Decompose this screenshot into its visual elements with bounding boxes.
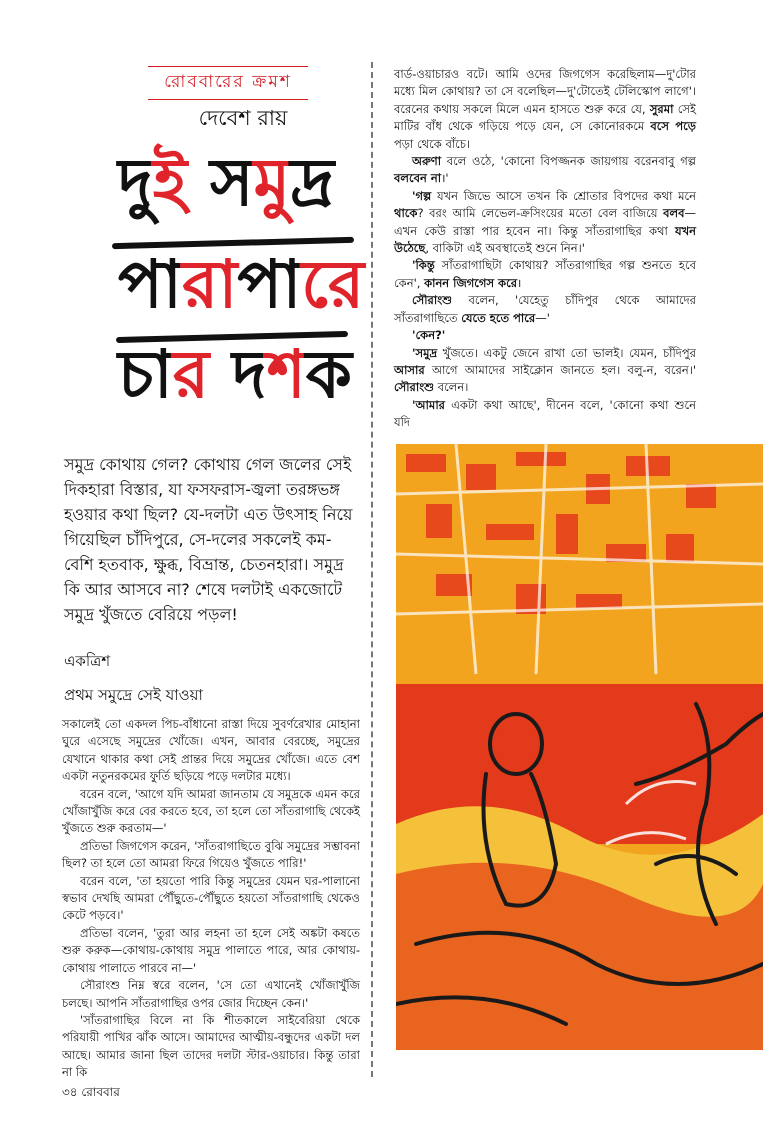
title-part-accent: র [172,336,210,413]
left-column-text [62,716,360,1082]
text-run: খুঁজতে। একটু জেনে রাখা তো ভালই। যেমন, চাঁদিপুর [437,345,696,360]
title-part: দ্র [290,144,335,221]
text-run: —' [535,310,550,325]
title-line-3 [118,336,352,413]
paragraph [394,153,696,188]
bold-run: যেতে হতে পারে [461,310,536,325]
bold-run: 'কেন?' [412,328,446,343]
title-part: চা [118,336,173,413]
bold-run: কানন জিগগেস করে [424,275,518,290]
right-column-text [394,66,696,432]
text-run: ।' [441,171,449,186]
bold-run: 'আমার [412,397,445,412]
paragraph: প্রতিভা বলেন, 'তুরা আর লহনা তা হলে সেই অঙ্কটা কষতে শুরু করুক—কোথায়-কোথায় সমুদ্র পালাতে পারে, আর কোথায়-কোথায় পালাতে পারবে না—' [62,925,360,975]
paragraph [394,327,696,344]
title-line-1 [118,144,335,221]
text-run: সাঁতরাগাছিটা কোথায়? সাঁতরাগাছির গল্প শুনতে হবে কেন', [394,258,696,290]
series-label: রোববারের ক্রমশ [148,66,308,100]
bold-run: বসে পড়ে [650,119,696,134]
paragraph [394,66,696,153]
column-divider [371,62,373,1077]
bold-run: আসার [394,362,425,377]
title-part: স [187,144,254,221]
title-part: পা [118,246,182,323]
bold-run: সৌরাংশু [412,293,453,308]
text-run: বলে ওঠে, 'কোনো বিপজ্জনক জায়গায় বরেনবাবু গল্প [441,154,696,169]
paragraph [394,397,696,432]
text-run: । [517,275,522,290]
title-part: ক [305,336,352,413]
text-run: যখন জিভে আসে তখন কি শ্রোতার বিপদের কথা মনে [431,188,696,203]
paragraph [394,292,696,327]
chapter-heading: প্রথম সমুদ্রে সেই যাওয়া [64,686,203,704]
bold-run: সৌরাংশু [394,380,435,395]
text-run: ? বরং আমি লেভেল-ক্রসিংয়ের মতো বেল বাজিয়ে [417,206,664,221]
bold-run: 'সমুদ্র [412,345,438,360]
text-run: সেই মাটির বাঁধ থেকে গড়িয়ে পড়ে যেন, সে কোনোরকমে [394,101,696,134]
bold-run: 'গল্প [412,188,432,203]
bold-run: 'কিন্তু [412,258,435,273]
page-footer: ৩৪ রোববার [62,1085,120,1099]
title-part: দ [209,336,267,413]
text-run: , বাকিটা এই অবস্থাতেই শুনে নিন।' [425,241,585,256]
author-name: দেবেশ রায় [198,106,288,130]
paragraph: সৌরাংশু নিম্ন স্বরে বলেন, 'সে তো এখানেই খোঁজাখুঁজি চলছে। আপনি সাঁতরাগাছির ওপর জোর দিচ্ছেন কেন।' [62,978,360,1010]
title-line-2 [118,246,365,323]
title-part-accent: শ [266,336,306,413]
painting-illustration [396,444,763,1050]
paragraph [394,257,696,292]
title-part: দু [118,144,153,221]
chapter-number: একত্রিশ [64,652,111,670]
paragraph: 'সাঁতরাগাছির বিলে না কি শীতকালে সাইবেরিয়া থেকে পরিযায়ী পাখির ঝাঁক আসে। আমাদের আত্মীয়-বন্ধুদের একটা দল আছে। আমার জানা ছিল তাদের দলটা স্টার-ওয়াচার। কিন্তু তারা না কি [62,1012,360,1080]
text-run: একটা কথা আছে', দীনেন বলে, 'কোনো কথা শুনে যদি [394,397,696,430]
bold-run: সুরমা [649,101,674,116]
bold-run: যখন উঠেছে [394,223,696,256]
bold-run: থাকে [394,206,418,221]
text-run: পড়া থেকে বাঁচে। [394,136,471,151]
paragraph: বরেন বলে, 'তা হয়তো পারি কিন্তু সমুদ্রের যেমন ঘর-পালানো স্বভাব দেখছি আমরা পৌঁছুতে-পৌঁছুতে হয়তো সাঁতরাগাছি থেকেও কেটে পড়বে।' [62,873,360,923]
title-part-accent: মু [253,144,291,221]
paragraph: প্রতিভা জিগগেস করেন, 'সাঁতরাগাছিতে বুঝি সমুদ্রের সম্ভাবনা ছিল? তা হলে তো আমরা ফিরে গিয়েও খুঁজতে পারি!' [62,838,360,871]
illustration [396,444,763,1050]
text-run: বার্ড-ওয়াচারও বটে। আমি ওদের জিগগেস করেছিলাম—দু'টোর মধ্যে মিল কোথায়? তা সে বলেছিল—দু'টোতেই টেলিস্কোপ লাগে'। বরেনের কথায় সকলে মিলে এমন হাসতে শুরু করে যে, [394,67,696,116]
title-part: পা [237,246,302,323]
text-run: বলেন, 'যেহেতু চাঁদিপুর থেকে আমাদের সাঁতরাগাছিতে [394,293,696,325]
paragraph [394,345,696,397]
paragraph: বরেন বলে, 'আগে যদি আমরা জানতাম যে সমুদ্রকে এমন করে খোঁজাখুঁজি করে বের করতে হবে, তা হলে তো সাঁতরাগাছি থেকেই খুঁজতে শুরু করতাম—' [62,786,360,836]
paragraph: সকালেই তো একদল পিচ-বাঁধানো রাস্তা দিয়ে সুবর্ণরেখার মোহানা ঘুরে এসেছে সমুদ্রের খোঁজে। এখন, আবার বেরচ্ছে, সমুদ্রের যেখানে থাকার কথা সেই প্রান্তর দিয়ে সমুদ্রের খোঁজে। এতে বেশ একটা নতুনরকমের ফুর্তি ছড়িয়ে পড়ে দলটার মধ্যে। [62,717,360,784]
bold-run: বলবেন না [394,171,442,186]
intro-blurb: সমুদ্র কোথায় গেল? কোথায় গেল জলের সেই দিকহারা বিস্তার, যা ফসফরাস-জ্বলা তরঙ্গভঙ্গ হওয়ার কথা ছিল? যে-দলটা এত উৎসাহ নিয়ে গিয়েছিল চাঁদিপুরে, সে-দলের সকলেই কম-বেশি হতবাক, ক্ষুব্ধ, বিভ্রান্ত, চেতনহারা। সমুদ্র কি আর আসবে না? শেষে দলটাই একজোটে সমুদ্র খুঁজতে বেরিয়ে পড়ল! [64,455,353,624]
title-part-accent: ই [152,144,188,221]
bold-run: অরুণা [412,154,442,169]
bold-run: বলব [663,206,685,221]
text-run: —এখন কেউ রাস্তা পার হবেন না। কিন্তু সাঁতরাগাছির কথা [394,206,696,238]
paragraph [394,188,696,258]
text-run: বলেন। [434,380,469,395]
title-part-accent: রা [181,246,238,323]
text-run: আগে আমাদের সাইক্লোন জানতে হল। বলু-ন, বরেন।' [424,362,696,377]
title-part-accent: রে [301,246,365,323]
